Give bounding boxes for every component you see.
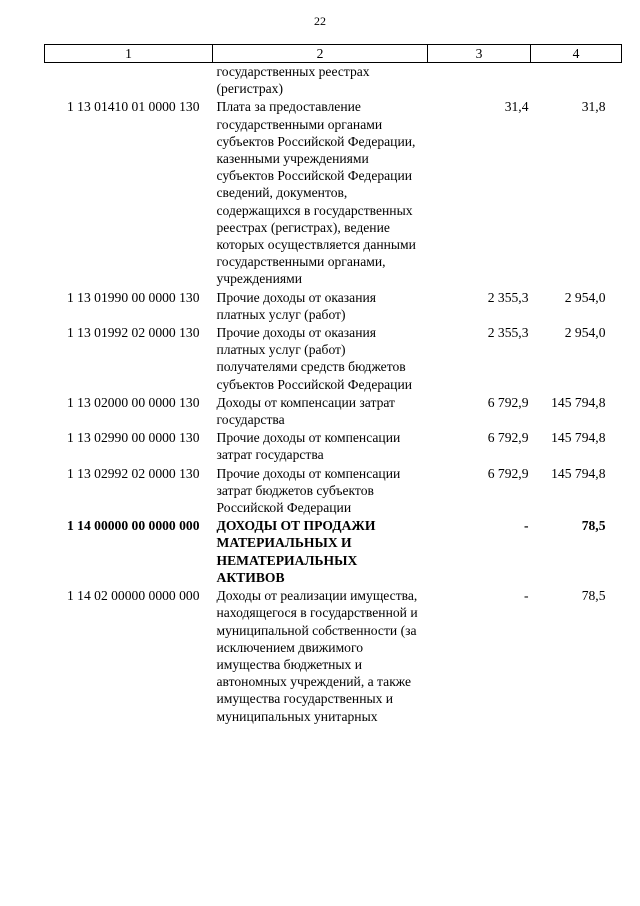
- column-header-4: 4: [531, 45, 622, 63]
- revenue-name: государственных реестрах (регистрах): [216, 64, 370, 97]
- revenue-name: Прочие доходы от компенсации затрат бюджетов субъектов Российской Федерации: [216, 465, 401, 516]
- budget-code: 1 14 02 00000 0000 000: [66, 588, 200, 604]
- value-col3: -: [523, 518, 529, 534]
- table-row: [45, 98, 622, 288]
- value-col3: 6 792,9: [487, 465, 529, 481]
- value-col3: 31,4: [504, 99, 529, 115]
- value-col4: 145 794,8: [551, 430, 606, 446]
- budget-code: 1 13 01410 01 0000 130: [66, 99, 200, 115]
- value-col4: 31,8: [581, 99, 606, 115]
- revenue-name: ДОХОДЫ ОТ ПРОДАЖИ МАТЕРИАЛЬНЫХ И НЕМАТЕРИАЛЬНЫХ АКТИВОВ: [216, 518, 376, 585]
- value-col3: 6 792,9: [487, 394, 529, 410]
- table-header-row: [45, 45, 622, 63]
- value-col3: 2 355,3: [487, 289, 529, 305]
- page-number: 22: [314, 14, 326, 28]
- budget-code: 1 13 02990 00 0000 130: [66, 430, 200, 446]
- value-col3: -: [523, 588, 529, 604]
- revenue-name: Доходы от реализации имущества, находящегося в государственной и муниципальной собственности (за исключением движимого имущества бюджетных и автономных учреждений, а также имущества государственных и муниципальных унитарных: [216, 588, 418, 724]
- budget-code: 1 13 01990 00 0000 130: [66, 289, 200, 305]
- column-header-3: 3: [428, 45, 531, 63]
- value-col3: [428, 63, 531, 99]
- table-row: [45, 63, 622, 99]
- table-row-section-total: [45, 517, 622, 587]
- revenue-name: Доходы от компенсации затрат государства: [216, 394, 395, 428]
- value-col4: 2 954,0: [564, 325, 606, 341]
- table-row: [45, 429, 622, 464]
- budget-revenue-table: [44, 44, 622, 726]
- value-col4: 2 954,0: [564, 289, 606, 305]
- value-col4: 78,5: [581, 518, 606, 534]
- value-col4: 145 794,8: [551, 394, 606, 410]
- revenue-name: Плата за предоставление государственными органами субъектов Российской Федерации, казенными учреждениями субъектов Российской Федерации сведений, документов, содержащихся в государственных реестрах (регистрах), ведение которых осуществляется данными государственными органами, учреждениями: [216, 99, 416, 287]
- revenue-name: Прочие доходы от оказания платных услуг (работ) получателями средств бюджетов субъектов Российской Федерации: [216, 325, 413, 392]
- column-header-2: 2: [213, 45, 428, 63]
- budget-code: 1 14 00000 00 0000 000: [66, 518, 200, 534]
- budget-code: 1 13 02000 00 0000 130: [66, 394, 200, 410]
- revenue-name: Прочие доходы от компенсации затрат государства: [216, 430, 401, 463]
- column-header-1: 1: [45, 45, 213, 63]
- value-col3: 2 355,3: [487, 325, 529, 341]
- value-col4: [531, 63, 622, 99]
- budget-code: 1 13 02992 02 0000 130: [66, 465, 200, 481]
- budget-code: [45, 63, 213, 99]
- value-col3: 6 792,9: [487, 430, 529, 446]
- table-row: [45, 289, 622, 324]
- table-row: [45, 394, 622, 429]
- table-row: [45, 587, 622, 726]
- value-col4: 78,5: [581, 588, 606, 604]
- table-row: [45, 465, 622, 518]
- revenue-name: Прочие доходы от оказания платных услуг (работ): [216, 289, 376, 322]
- budget-code: 1 13 01992 02 0000 130: [66, 325, 200, 341]
- table-row: [45, 324, 622, 394]
- value-col4: 145 794,8: [551, 465, 606, 481]
